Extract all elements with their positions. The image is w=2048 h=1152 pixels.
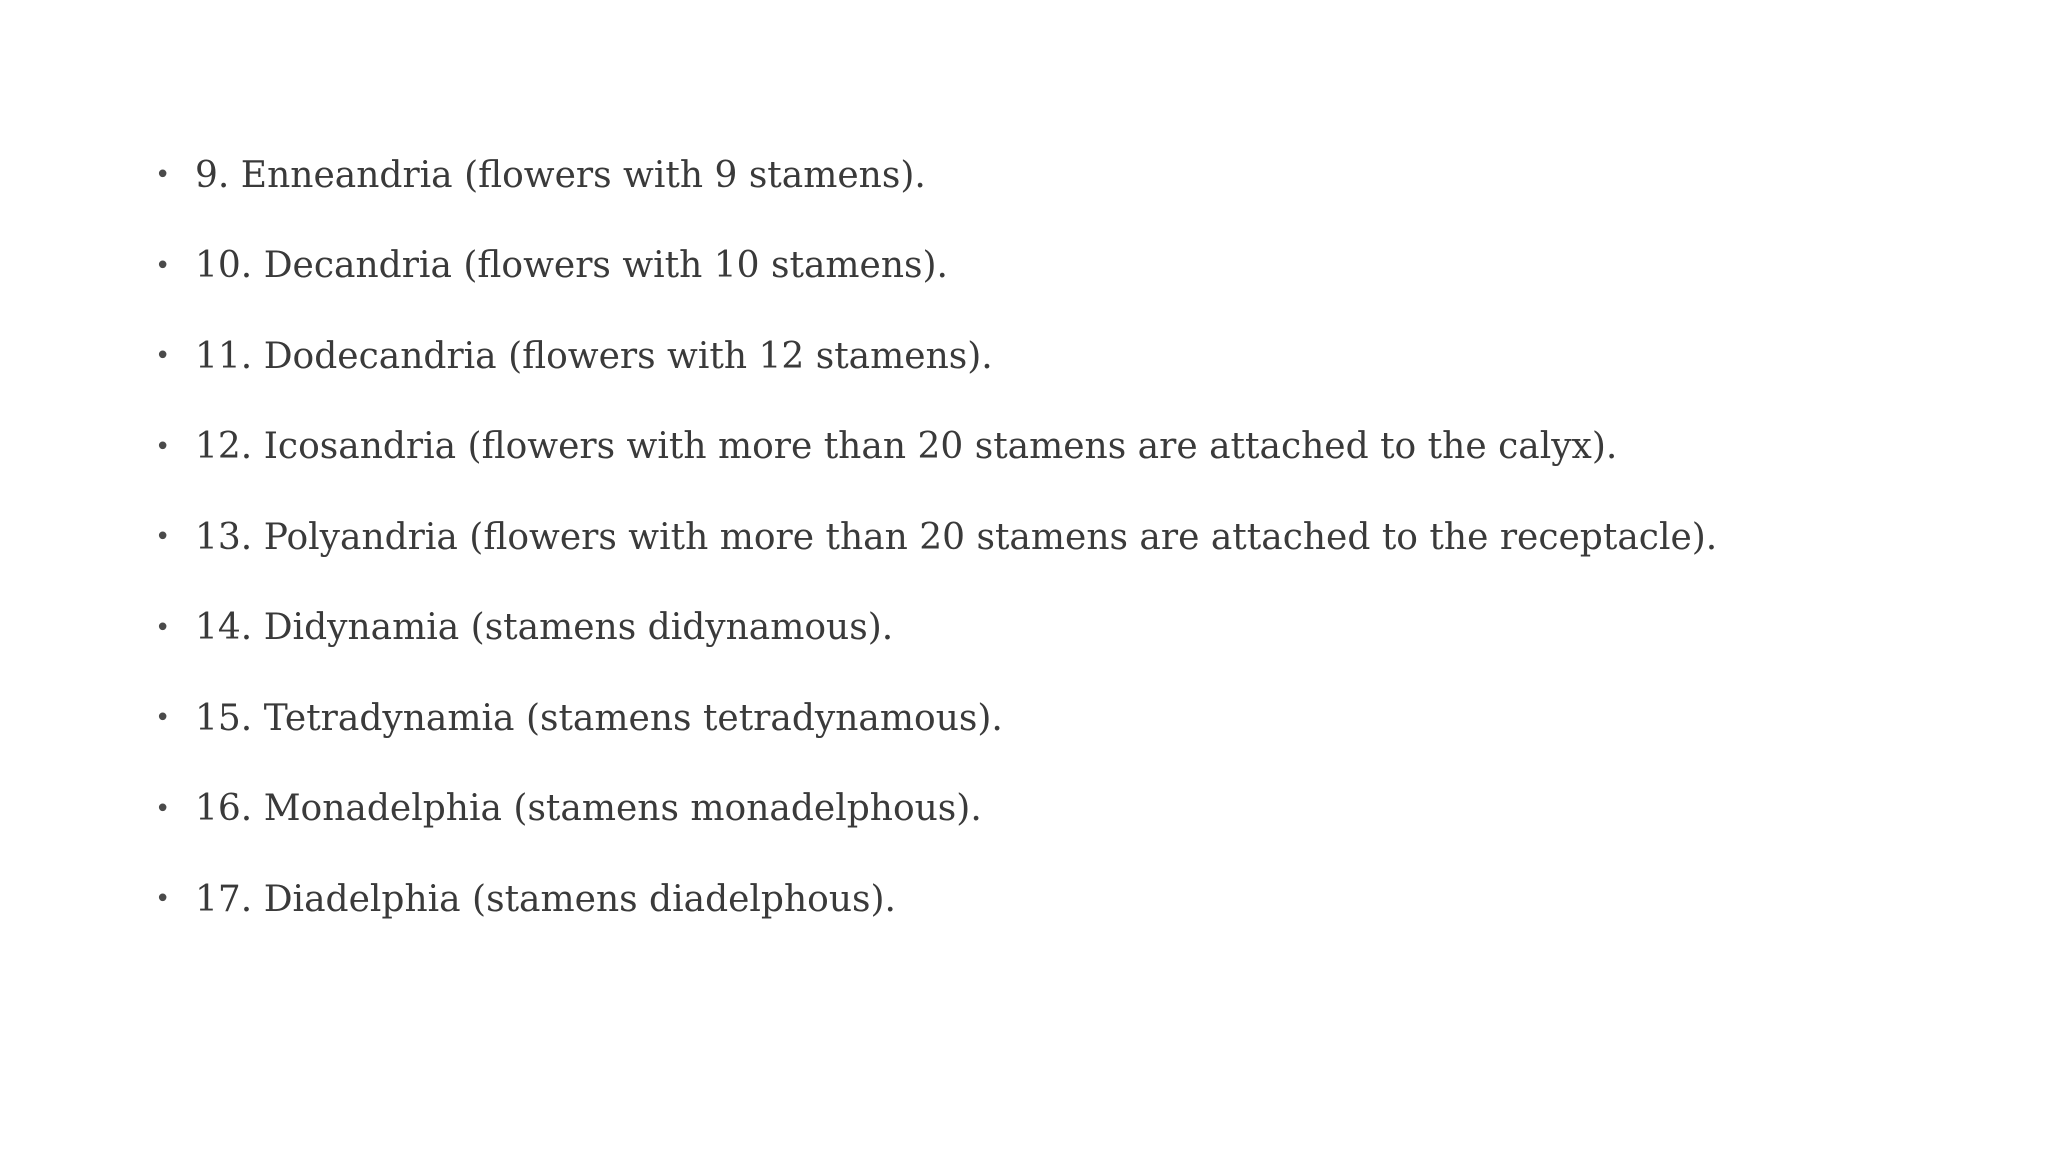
list-item [155, 221, 1717, 312]
list-item-text: 14. Didynamia (stamens didynamous). [195, 607, 894, 649]
bullet-icon: • [155, 703, 171, 734]
list-item-text: 11. Dodecandria (flowers with 12 stamens). [195, 335, 993, 377]
list-item-text: 13. Polyandria (flowers with more than 20 stamens are attached to the receptacle). [195, 516, 1718, 558]
list-item-text: 17. Diadelphia (stamens diadelphous). [195, 878, 896, 920]
bullet-list [155, 130, 1717, 945]
list-item-text: 16. Monadelphia (stamens monadelphous). [195, 788, 982, 830]
bullet-icon: • [155, 431, 171, 462]
list-item-text: 12. Icosandria (flowers with more than 20 stamens are attached to the calyx). [195, 426, 1618, 468]
list-item-text: 15. Tetradynamia (stamens tetradynamous). [195, 697, 1003, 739]
list-item [155, 492, 1717, 583]
list-item [155, 673, 1717, 764]
bullet-icon: • [155, 522, 171, 553]
bullet-icon: • [155, 250, 171, 281]
bullet-icon: • [155, 341, 171, 372]
list-item [155, 583, 1717, 674]
bullet-icon: • [155, 884, 171, 915]
list-item [155, 311, 1717, 402]
list-item [155, 764, 1717, 855]
list-item-text: 9. Enneandria (flowers with 9 stamens). [195, 154, 926, 196]
bullet-icon: • [155, 160, 171, 191]
list-item-text: 10. Decandria (flowers with 10 stamens). [195, 245, 948, 287]
bullet-icon: • [155, 612, 171, 643]
list-item [155, 130, 1717, 221]
list-item [155, 854, 1717, 945]
list-item [155, 402, 1717, 493]
bullet-icon: • [155, 793, 171, 824]
